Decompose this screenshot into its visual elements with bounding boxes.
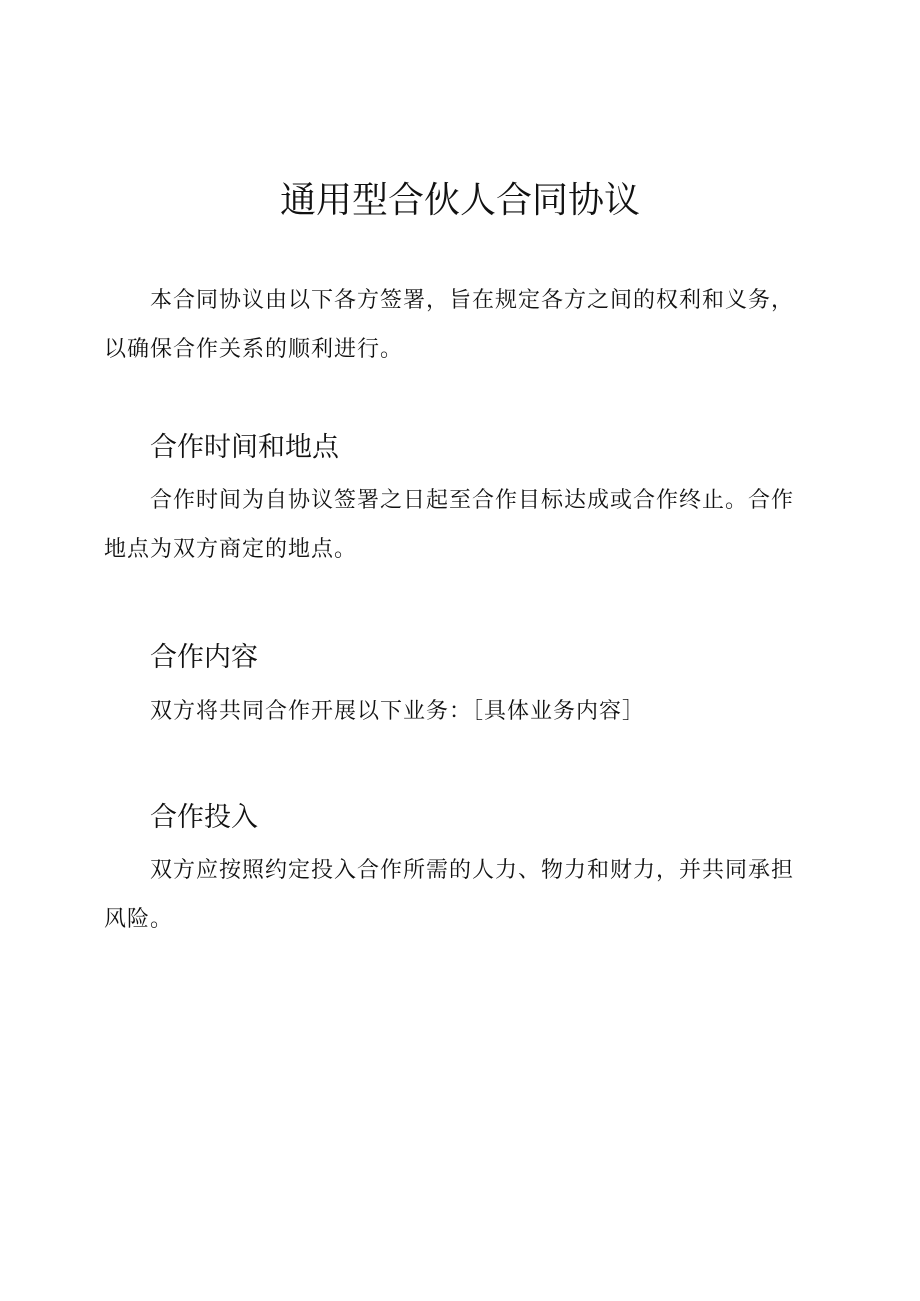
section-body-time-place: 合作时间为自协议签署之日起至合作目标达成或合作终止。合作地点为双方商定的地点。 (104, 488, 795, 562)
section-heading-content: 合作内容 (150, 642, 258, 673)
section-heading-investment: 合作投入 (150, 802, 258, 833)
intro-paragraph: 本合同协议由以下各方签署，旨在规定各方之间的权利和义务，以确保合作关系的顺利进行。 (104, 288, 795, 362)
section-body-content: 双方将共同合作开展以下业务：［具体业务内容］ (150, 699, 646, 724)
document-title: 通用型合伙人合同协议 (279, 180, 640, 221)
section-heading-time-place: 合作时间和地点 (150, 432, 339, 463)
section-body-investment: 双方应按照约定投入合作所需的人力、物力和财力，并共同承担风险。 (104, 858, 795, 932)
